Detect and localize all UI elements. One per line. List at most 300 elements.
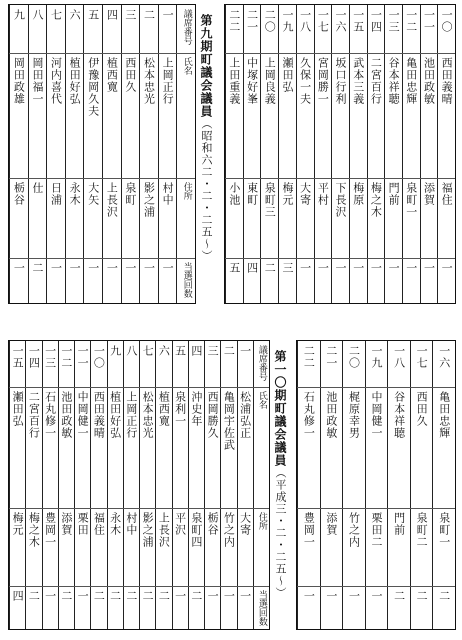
member-count-text: 一 — [123, 262, 137, 275]
member-count-text: 四 — [245, 262, 259, 275]
member-address — [140, 508, 155, 586]
member-count-text: 一 — [206, 589, 220, 602]
member-name-text: 中岡健一 — [370, 391, 384, 440]
member-count-text: 二 — [30, 262, 44, 275]
member-address-text: 豊岡一 — [43, 512, 57, 549]
member-count — [91, 586, 106, 629]
term9-table-left — [8, 4, 196, 304]
member-name — [26, 387, 41, 508]
member-name — [433, 387, 455, 508]
member-address — [298, 508, 320, 586]
header-address — [177, 178, 195, 258]
member-address-text: 添賀 — [59, 512, 73, 537]
member-count — [298, 586, 320, 629]
member-count-text: 一 — [302, 589, 316, 602]
member-name-text: 瀬田弘 — [280, 56, 294, 93]
member-address-text: 梅原 — [351, 181, 365, 206]
member-seat-text: 九 — [12, 9, 26, 21]
member-name — [343, 387, 365, 508]
member-seat-text: 八 — [124, 345, 138, 357]
member-address — [84, 178, 102, 258]
member-count — [238, 586, 253, 629]
member-name — [124, 387, 139, 508]
member-count — [332, 258, 349, 303]
term9-date: （昭和六二・二・二五〜） — [200, 118, 213, 262]
member-name — [84, 53, 102, 178]
member-name-text: 石丸修一 — [302, 391, 316, 440]
member-address — [403, 178, 420, 258]
member-name-text: 植田好弘 — [108, 391, 122, 440]
member-count — [343, 586, 365, 629]
member-count — [122, 258, 140, 303]
member-name — [156, 387, 171, 508]
member-seat — [421, 5, 438, 53]
member-seat-text: 二一 — [245, 9, 259, 33]
row-divider — [297, 508, 455, 509]
row-divider — [9, 387, 269, 388]
member-address-text: 門前 — [387, 181, 401, 206]
member-address-text: 栃谷 — [12, 181, 26, 206]
member-address — [124, 508, 139, 586]
member-name — [298, 387, 320, 508]
member-count-text: 一 — [316, 262, 330, 275]
member-address — [238, 508, 253, 586]
member-address-text: 梅元 — [280, 181, 294, 206]
member-name — [122, 53, 140, 178]
member-count-text: 二 — [157, 589, 171, 602]
row-divider — [9, 178, 195, 179]
member-seat-text: 二〇 — [347, 345, 361, 369]
member-name — [238, 387, 253, 508]
member-count — [189, 586, 204, 629]
member-address — [156, 508, 171, 586]
member-name — [403, 53, 420, 178]
member-name-text: 二宮百行 — [27, 391, 41, 440]
member-name — [159, 53, 177, 178]
member-count — [433, 586, 455, 629]
member-seat — [368, 5, 385, 53]
member-seat — [226, 5, 243, 53]
header-count-text: 当選回数 — [256, 589, 267, 626]
member-seat-text: 六 — [157, 345, 171, 357]
member-address — [59, 508, 74, 586]
member-address — [189, 508, 204, 586]
member-count-text: 一 — [49, 262, 63, 275]
member-address-text: 大矢 — [86, 181, 100, 206]
member-seat — [238, 341, 253, 387]
member-address-text: 村中 — [161, 181, 175, 206]
term9-title — [198, 14, 215, 294]
member-seat — [205, 341, 220, 387]
member-count — [173, 586, 188, 629]
member-address — [91, 508, 106, 586]
member-seat-text: 一八 — [298, 9, 312, 33]
member-address-text: 上長沢 — [157, 512, 171, 549]
member-name-text: 谷本祥聴 — [392, 391, 406, 440]
member-name-text: 上岡良義 — [263, 56, 277, 105]
member-name — [332, 53, 349, 178]
term10-date: （平成三・二・二五〜） — [274, 467, 287, 599]
member-address — [332, 178, 349, 258]
header-count — [254, 586, 269, 629]
member-count-text: 一 — [440, 262, 454, 275]
member-seat-text: 四 — [189, 345, 203, 357]
header-address-text: 住所 — [256, 512, 267, 531]
member-count — [366, 586, 388, 629]
row-divider — [225, 178, 455, 179]
member-count — [66, 258, 84, 303]
member-address-text: 下長沢 — [334, 181, 348, 218]
member-name — [388, 387, 410, 508]
member-name-text: 亀田忠輝 — [404, 56, 418, 105]
member-seat-text: 二一 — [324, 345, 338, 369]
member-count-text: 一 — [86, 262, 100, 275]
member-name-text: 梶原幸男 — [347, 391, 361, 440]
member-count — [261, 258, 278, 303]
member-name-text: 谷本祥聴 — [387, 56, 401, 105]
header-name-text: 氏名 — [256, 391, 267, 410]
member-address-text: 福住 — [440, 181, 454, 206]
member-name-text: 伊豫岡久夫 — [86, 56, 100, 117]
term9-table-right — [224, 4, 456, 304]
member-name — [226, 53, 243, 178]
member-name-text: 池田政敏 — [324, 391, 338, 440]
member-seat — [26, 341, 41, 387]
member-seat-text: 一七 — [316, 9, 330, 33]
member-count — [103, 258, 121, 303]
member-count-text: 二 — [27, 589, 41, 602]
member-seat-text: 一九 — [370, 345, 384, 369]
member-count — [205, 586, 220, 629]
member-name — [91, 387, 106, 508]
member-name — [221, 387, 236, 508]
row-divider — [225, 258, 455, 259]
member-count — [244, 258, 261, 303]
member-name — [140, 53, 158, 178]
member-seat-text: 七 — [49, 9, 63, 21]
member-name — [189, 387, 204, 508]
member-seat-text: 一五 — [351, 9, 365, 33]
member-address-text: 竹之内 — [222, 512, 236, 549]
member-seat-text: 一三 — [387, 9, 401, 33]
member-name-text: 松本忠光 — [142, 56, 156, 105]
member-address-text: 泉町四 — [189, 512, 203, 549]
member-seat — [156, 341, 171, 387]
member-count-text: 一 — [222, 589, 236, 602]
member-seat — [261, 5, 278, 53]
member-address — [343, 508, 365, 586]
member-seat-text: 三 — [123, 9, 137, 21]
member-address-text: 泉町一 — [437, 512, 451, 549]
member-address — [297, 178, 314, 258]
member-count — [75, 586, 90, 629]
member-count-text: 一 — [68, 262, 82, 275]
member-address — [368, 178, 385, 258]
member-name — [59, 387, 74, 508]
member-count — [388, 586, 410, 629]
member-count-text: 一 — [369, 262, 383, 275]
header-count-text: 当選回数 — [181, 262, 192, 299]
member-seat-text: 一四 — [27, 345, 41, 369]
member-name — [103, 53, 121, 178]
member-address — [321, 508, 343, 586]
member-address-text: 大寄 — [238, 512, 252, 537]
member-count — [221, 586, 236, 629]
member-name-text: 泉利一 — [173, 391, 187, 428]
member-name — [140, 387, 155, 508]
member-seat-text: 一 — [238, 345, 252, 357]
member-address-text: 添賀 — [422, 181, 436, 206]
header-name — [177, 53, 195, 178]
member-address-text: 日浦 — [49, 181, 63, 206]
member-count — [43, 586, 58, 629]
member-name-text: 瀬田弘 — [11, 391, 25, 428]
member-seat-text: 一六 — [334, 9, 348, 33]
member-seat-text: 三 — [206, 345, 220, 357]
member-name-text: 亀田忠輝 — [437, 391, 451, 440]
member-address — [388, 508, 410, 586]
member-address — [226, 178, 243, 258]
header-seat-text: 議席番号 — [256, 345, 267, 381]
member-seat — [366, 341, 388, 387]
member-address — [411, 508, 433, 586]
header-seat-text: 議席番号 — [181, 9, 192, 45]
member-name-text: 植田好弘 — [68, 56, 82, 105]
member-seat — [343, 341, 365, 387]
member-name — [108, 387, 123, 508]
member-address — [108, 508, 123, 586]
row-divider — [9, 508, 269, 509]
member-name — [173, 387, 188, 508]
member-address-text: 竹之内 — [347, 512, 361, 549]
member-seat — [124, 341, 139, 387]
member-address — [43, 508, 58, 586]
member-address-text: 村中 — [124, 512, 138, 537]
member-seat — [244, 5, 261, 53]
member-count-text: 二 — [263, 262, 277, 275]
member-count — [297, 258, 314, 303]
member-seat — [297, 5, 314, 53]
member-count-text: 一 — [238, 589, 252, 602]
member-count — [140, 258, 158, 303]
member-count — [385, 258, 402, 303]
member-name — [279, 53, 296, 178]
member-name — [297, 53, 314, 178]
member-name-text: 池田政敏 — [422, 56, 436, 105]
member-name-text: 沖史年 — [189, 391, 203, 428]
member-name — [350, 53, 367, 178]
member-seat-text: 二二 — [227, 9, 241, 33]
member-name-text: 中岡健一 — [76, 391, 90, 440]
member-seat-text: 七 — [141, 345, 155, 357]
member-count-text: 一 — [76, 589, 90, 602]
member-count — [226, 258, 243, 303]
term10-table-left — [8, 340, 270, 630]
member-seat-text: 一四 — [369, 9, 383, 33]
member-name-text: 上岡正行 — [161, 56, 175, 105]
header-name — [254, 387, 269, 508]
member-count — [368, 258, 385, 303]
member-count — [350, 258, 367, 303]
member-address-text: 梅元 — [11, 512, 25, 537]
member-count — [156, 586, 171, 629]
member-count-text: 一 — [142, 262, 156, 275]
member-name-text: 池田政敏 — [59, 391, 73, 440]
member-address-text: 大寄 — [298, 181, 312, 206]
member-seat-text: 二二 — [302, 345, 316, 369]
member-count — [321, 586, 343, 629]
member-name — [244, 53, 261, 178]
member-seat — [47, 5, 65, 53]
row-divider — [9, 258, 195, 259]
member-address — [438, 178, 455, 258]
member-seat — [84, 5, 102, 53]
member-address-text: 影之浦 — [142, 181, 156, 218]
member-seat — [411, 341, 433, 387]
member-seat — [321, 341, 343, 387]
member-address-text: 福住 — [92, 512, 106, 537]
member-address-text: 上長沢 — [105, 181, 119, 218]
member-seat — [438, 5, 455, 53]
member-address-text: 泉町二 — [415, 512, 429, 549]
member-seat — [433, 341, 455, 387]
member-count — [403, 258, 420, 303]
member-seat — [43, 341, 58, 387]
member-seat — [108, 341, 123, 387]
member-name-text: 亀岡宇佐武 — [222, 391, 236, 452]
member-address — [221, 508, 236, 586]
row-divider — [9, 53, 195, 54]
member-seat-text: 五 — [173, 345, 187, 357]
member-seat — [298, 341, 320, 387]
member-address — [244, 178, 261, 258]
member-name — [421, 53, 438, 178]
member-address-text: 永木 — [108, 512, 122, 537]
member-name-text: 坂口行利 — [334, 56, 348, 105]
member-count-text: 二 — [189, 589, 203, 602]
header-address — [254, 508, 269, 586]
member-address — [350, 178, 367, 258]
member-seat-text: 一八 — [392, 345, 406, 369]
member-count-text: 二 — [437, 589, 451, 602]
member-seat — [10, 5, 28, 53]
member-name — [66, 53, 84, 178]
member-seat — [332, 5, 349, 53]
member-name-text: 西岡勝久 — [206, 391, 220, 440]
member-count-text: 一 — [347, 589, 361, 602]
member-seat-text: 四 — [105, 9, 119, 21]
header-name-text: 氏名 — [181, 56, 192, 75]
member-count-text: 二 — [92, 589, 106, 602]
member-count — [438, 258, 455, 303]
member-count-text: 一 — [334, 262, 348, 275]
member-count-text: 一 — [370, 589, 384, 602]
member-address-text: 平沢 — [173, 512, 187, 537]
member-count — [421, 258, 438, 303]
member-seat-text: 一五 — [11, 345, 25, 369]
member-seat-text: 一六 — [437, 345, 451, 369]
member-seat-text: 一一 — [76, 345, 90, 369]
row-divider — [297, 387, 455, 388]
member-count — [279, 258, 296, 303]
member-address — [29, 178, 47, 258]
member-name — [10, 53, 28, 178]
member-seat — [140, 5, 158, 53]
member-seat — [59, 341, 74, 387]
member-seat — [173, 341, 188, 387]
member-count — [10, 258, 28, 303]
member-count — [10, 586, 25, 629]
member-seat — [388, 341, 410, 387]
member-seat-text: 一二 — [404, 9, 418, 33]
member-name-text: 岡田政雄 — [12, 56, 26, 105]
member-count-text: 二 — [59, 589, 73, 602]
member-name-text: 松本忠光 — [141, 391, 155, 440]
header-address-text: 住所 — [181, 181, 192, 200]
member-seat-text: 五 — [86, 9, 100, 21]
member-count-text: 一 — [324, 589, 338, 602]
member-name-text: 西田久 — [123, 56, 137, 93]
member-address-text: 泉町一 — [404, 181, 418, 218]
member-name-text: 石丸修一 — [43, 391, 57, 440]
member-seat-text: 一一 — [422, 9, 436, 33]
member-seat — [10, 341, 25, 387]
member-seat — [75, 341, 90, 387]
member-address-text: 豊岡一 — [302, 512, 316, 549]
member-count-text: 二 — [124, 589, 138, 602]
member-count-text: 二 — [108, 589, 122, 602]
member-address-text: 梅之木 — [27, 512, 41, 549]
member-name — [368, 53, 385, 178]
member-name-text: 宮岡勝一 — [316, 56, 330, 105]
member-name — [315, 53, 332, 178]
member-seat — [159, 5, 177, 53]
member-name — [411, 387, 433, 508]
member-count-text: 一 — [404, 262, 418, 275]
member-name-text: 二宮百行 — [369, 56, 383, 105]
member-count — [29, 258, 47, 303]
member-name-text: 西田久 — [415, 391, 429, 428]
member-count — [159, 258, 177, 303]
member-address-text: 仕 — [30, 181, 44, 194]
member-count-text: 二 — [141, 589, 155, 602]
member-seat-text: 六 — [68, 9, 82, 21]
member-name — [29, 53, 47, 178]
member-seat — [221, 341, 236, 387]
member-count — [315, 258, 332, 303]
member-name — [385, 53, 402, 178]
member-count-text: 四 — [11, 589, 25, 602]
member-count — [140, 586, 155, 629]
member-count-text: 一 — [43, 589, 57, 602]
member-address — [421, 178, 438, 258]
member-name-text: 植西寛 — [105, 56, 119, 93]
member-seat-text: 二 — [222, 345, 236, 357]
member-address — [66, 178, 84, 258]
member-seat — [140, 341, 155, 387]
member-address — [75, 508, 90, 586]
member-name — [205, 387, 220, 508]
member-address — [205, 508, 220, 586]
header-count — [177, 258, 195, 303]
member-seat — [29, 5, 47, 53]
member-address — [159, 178, 177, 258]
member-seat-text: 八 — [30, 9, 44, 21]
member-name — [47, 53, 65, 178]
member-name — [438, 53, 455, 178]
member-seat — [91, 341, 106, 387]
member-name-text: 上岡正行 — [124, 391, 138, 440]
